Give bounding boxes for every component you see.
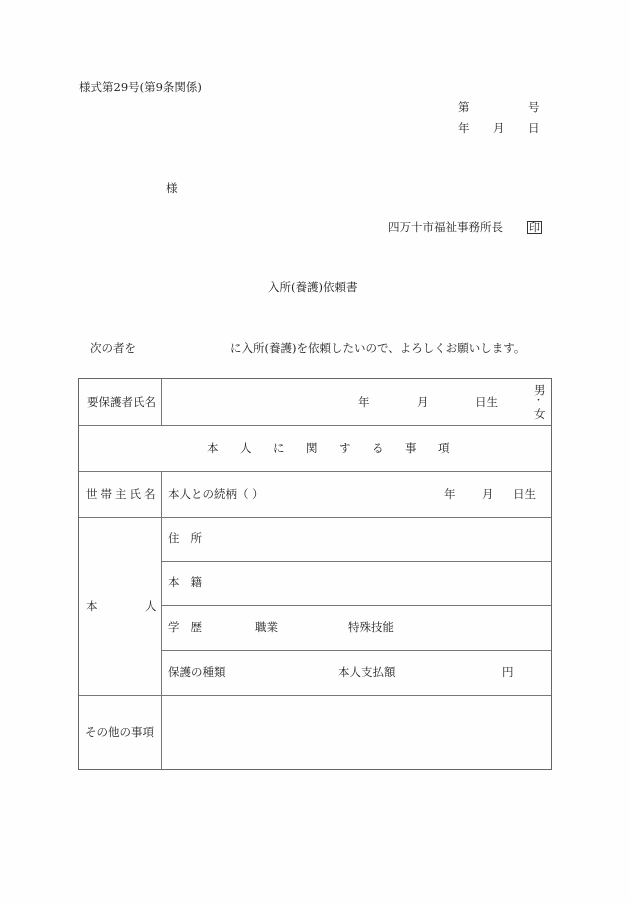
label-char: 住 bbox=[168, 531, 180, 545]
section-char: 項 bbox=[438, 441, 450, 455]
doc-number-suffix: 号 bbox=[528, 100, 540, 114]
form-number: 様式第29号(第9条関係) bbox=[79, 80, 202, 94]
label-address bbox=[168, 533, 202, 545]
section-char: 事 bbox=[405, 441, 417, 455]
sex-female[interactable]: 女 bbox=[534, 407, 546, 421]
section-char: す bbox=[339, 441, 351, 455]
birth-day: 日生 bbox=[475, 395, 498, 409]
label-char: 所 bbox=[190, 531, 202, 545]
label-special-skill: 特殊技能 bbox=[348, 620, 394, 634]
document-title: 入所(養護)依頼書 bbox=[268, 280, 358, 294]
addressee-honorific: 様 bbox=[166, 181, 178, 195]
birth-year: 年 bbox=[358, 395, 370, 409]
label-person-left: 本 bbox=[86, 599, 98, 613]
label-occupation: 職業 bbox=[255, 620, 278, 634]
doc-number-prefix: 第 bbox=[458, 100, 470, 114]
label-householder-name bbox=[86, 489, 156, 501]
section-char: に bbox=[273, 441, 285, 455]
section-char: る bbox=[372, 441, 384, 455]
date-day: 日 bbox=[528, 121, 540, 135]
label-char: 籍 bbox=[190, 575, 202, 589]
sex-male[interactable]: 男 bbox=[534, 383, 546, 397]
sex-separator: ・ bbox=[534, 396, 544, 406]
domicile-field[interactable] bbox=[209, 565, 549, 601]
label-char: 氏 bbox=[129, 487, 141, 501]
section-char: 人 bbox=[240, 441, 252, 455]
label-char: 本 bbox=[168, 575, 180, 589]
label-person-right: 人 bbox=[145, 599, 157, 613]
section-char: 関 bbox=[306, 441, 318, 455]
address-field[interactable] bbox=[209, 521, 549, 557]
householder-birth-month: 月 bbox=[482, 487, 494, 501]
label-char: 主 bbox=[115, 487, 127, 501]
relation-to-person[interactable]: 本人との続柄（ ） bbox=[168, 487, 264, 501]
section-header-person-details bbox=[207, 443, 450, 455]
birth-month: 月 bbox=[417, 395, 429, 409]
label-protection-type: 保護の種類 bbox=[168, 665, 226, 679]
seal-mark: 印 bbox=[529, 221, 540, 234]
label-char: 学 bbox=[168, 620, 180, 634]
sender-name: 四万十市福祉事務所長 bbox=[388, 220, 503, 234]
label-education bbox=[168, 622, 202, 634]
label-char: 世 bbox=[86, 487, 98, 501]
body-lead: 次の者を bbox=[90, 341, 136, 355]
label-yen: 円 bbox=[502, 665, 514, 679]
label-char: 名 bbox=[144, 487, 156, 501]
protected-person-name-field[interactable] bbox=[165, 381, 435, 421]
label-char: 帯 bbox=[100, 487, 112, 501]
householder-birth-year: 年 bbox=[444, 487, 456, 501]
request-form-table bbox=[78, 378, 552, 770]
label-domicile bbox=[168, 577, 202, 589]
section-char: 本 bbox=[207, 441, 219, 455]
label-protected-person-name: 要保護者氏名 bbox=[87, 395, 156, 409]
other-matters-field[interactable] bbox=[165, 699, 545, 765]
body-text: に入所(養護)を依頼したいので、よろしくお願いします。 bbox=[230, 341, 526, 355]
date-year: 年 bbox=[458, 121, 470, 135]
householder-birth-day: 日生 bbox=[513, 487, 536, 501]
label-char: 歴 bbox=[190, 620, 202, 634]
date-month: 月 bbox=[493, 121, 505, 135]
label-self-payment: 本人支払額 bbox=[338, 665, 396, 679]
label-other-matters: その他の事項 bbox=[85, 725, 154, 739]
